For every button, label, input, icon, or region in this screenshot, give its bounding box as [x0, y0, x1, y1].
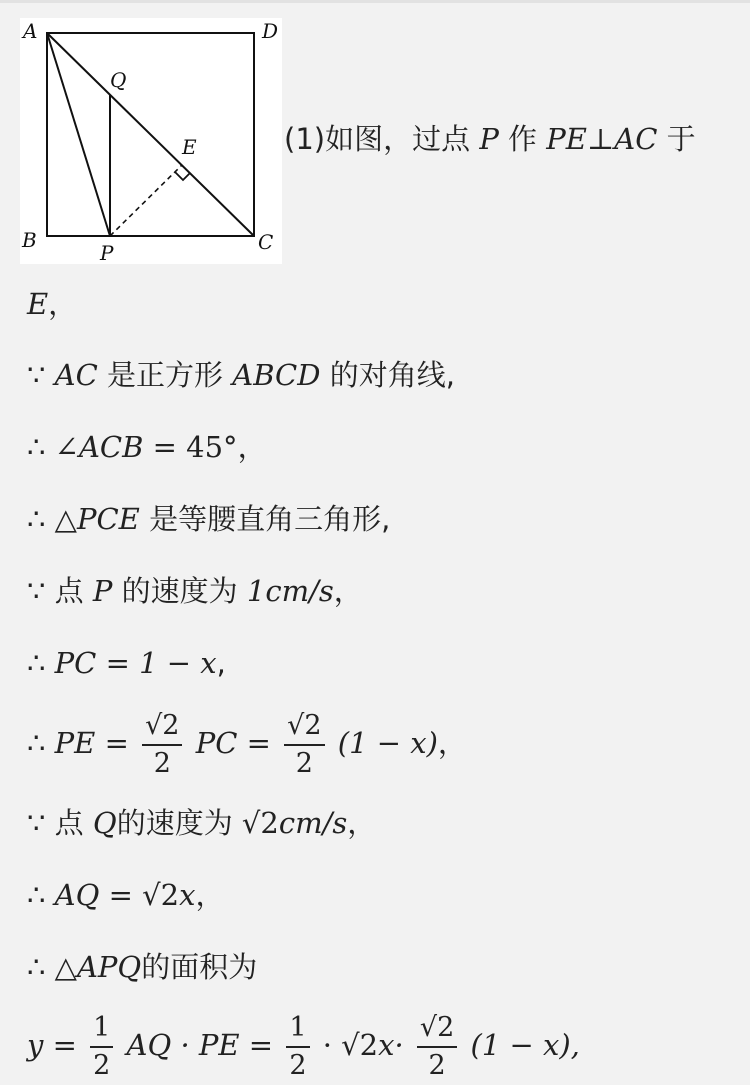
math-p: P [479, 122, 499, 156]
therefore-symbol: ∴ [27, 502, 46, 536]
solution-line-2 [27, 284, 77, 324]
label-a: A [23, 19, 38, 43]
text-intro: (1)如图，过点 [284, 122, 471, 156]
therefore-symbol: ∴ [27, 430, 46, 464]
therefore-symbol: ∴ [27, 726, 46, 760]
text-comma: ， [195, 878, 225, 912]
math-e: E [27, 287, 49, 321]
math-ac: AC [54, 358, 98, 392]
fraction-numerator: 1 [90, 1011, 113, 1048]
math-pe-eq: PE = [54, 726, 129, 760]
fraction-sqrt2-over-2 [417, 1011, 457, 1084]
solution-line-6 [27, 571, 363, 611]
square-diagram [20, 18, 282, 264]
math-perp: ⊥ [586, 122, 615, 156]
solution-line-4 [27, 427, 267, 467]
text-yu: 于 [666, 122, 696, 156]
geometry-figure [20, 18, 282, 264]
math-x: x [179, 878, 196, 912]
fraction-sqrt2-over-2 [284, 709, 324, 782]
math-triangle-apq: △APQ [54, 950, 142, 984]
text-zuo: 作 [508, 122, 538, 156]
fraction-denominator: 2 [295, 747, 313, 779]
top-divider [0, 0, 750, 3]
solution-line-11 [27, 947, 257, 987]
math-x-dot: x· [378, 1028, 404, 1062]
solution-line-5 [27, 499, 390, 539]
text-speed: 的速度为 [116, 806, 233, 840]
fraction-denominator: 2 [93, 1049, 111, 1081]
fraction-numerator: √2 [142, 709, 182, 746]
text-point: 点 [54, 806, 84, 840]
text-comma: ， [437, 726, 467, 760]
label-c: C [258, 230, 274, 254]
math-triangle-pce: △PCE [54, 502, 140, 536]
solution-line-1 [284, 119, 696, 159]
solution-line-8 [27, 703, 467, 783]
math-eq-45: = 45° [143, 430, 238, 464]
text-speed: 的速度为 [121, 574, 238, 608]
because-symbol: ∵ [27, 358, 46, 392]
math-one-minus-x: (1 − x), [470, 1028, 580, 1062]
text-square: 是正方形 [107, 358, 224, 392]
text-area: 的面积为 [141, 950, 258, 984]
fraction-half [90, 1011, 113, 1084]
solution-line-7 [27, 643, 226, 683]
fraction-half [286, 1011, 309, 1084]
math-speed-p: 1cm/s [246, 574, 334, 608]
text-point: 点 [54, 574, 84, 608]
fraction-numerator: √2 [284, 709, 324, 746]
solution-line-9 [27, 803, 376, 843]
because-symbol: ∵ [27, 806, 46, 840]
math-sqrt2: √2 [341, 1028, 379, 1062]
math-angle-acb: ∠ACB [54, 430, 144, 464]
fraction-denominator: 2 [153, 747, 171, 779]
text-comma: , [216, 646, 226, 680]
therefore-symbol: ∴ [27, 950, 46, 984]
math-y-eq: y = [27, 1028, 77, 1062]
label-p: P [100, 241, 114, 264]
solution-line-10 [27, 875, 224, 915]
fraction-numerator: 1 [286, 1011, 309, 1048]
math-q: Q [92, 806, 117, 840]
label-d: D [262, 19, 279, 43]
math-sqrt2: √2 [142, 878, 180, 912]
right-angle-marker [175, 172, 190, 180]
math-one-minus-x: (1 − x) [337, 726, 438, 760]
math-sqrt2: √2 [241, 806, 279, 840]
text-diagonal: 的对角线, [329, 358, 455, 392]
math-unit: cm/s [278, 806, 348, 840]
fraction-denominator: 2 [289, 1049, 307, 1081]
math-pc-expr: PC = 1 − x [54, 646, 217, 680]
fraction-sqrt2-over-2 [142, 709, 182, 782]
math-pc-eq: PC = [195, 726, 271, 760]
fraction-denominator: 2 [428, 1049, 446, 1081]
math-dot: · [322, 1028, 332, 1062]
math-pe: PE [546, 122, 587, 156]
text-comma: ， [347, 806, 377, 840]
label-b: B [22, 228, 37, 252]
text-comma: ， [237, 430, 267, 464]
therefore-symbol: ∴ [27, 878, 46, 912]
therefore-symbol: ∴ [27, 646, 46, 680]
math-abcd: ABCD [232, 358, 321, 392]
math-p: P [92, 574, 113, 608]
text-comma: ， [48, 287, 78, 321]
label-e: E [182, 135, 197, 159]
math-aq-eq: AQ = [54, 878, 133, 912]
math-ac: AC [614, 122, 658, 156]
text-comma: ， [333, 574, 363, 608]
math-aq-pe: AQ · PE = [126, 1028, 274, 1062]
because-symbol: ∵ [27, 574, 46, 608]
solution-line-12 [27, 1005, 580, 1085]
fraction-numerator: √2 [417, 1011, 457, 1048]
text-isosceles: 是等腰直角三角形, [149, 502, 391, 536]
segment-pe-dashed [110, 165, 182, 236]
solution-line-3 [27, 355, 455, 395]
label-q: Q [110, 68, 127, 92]
